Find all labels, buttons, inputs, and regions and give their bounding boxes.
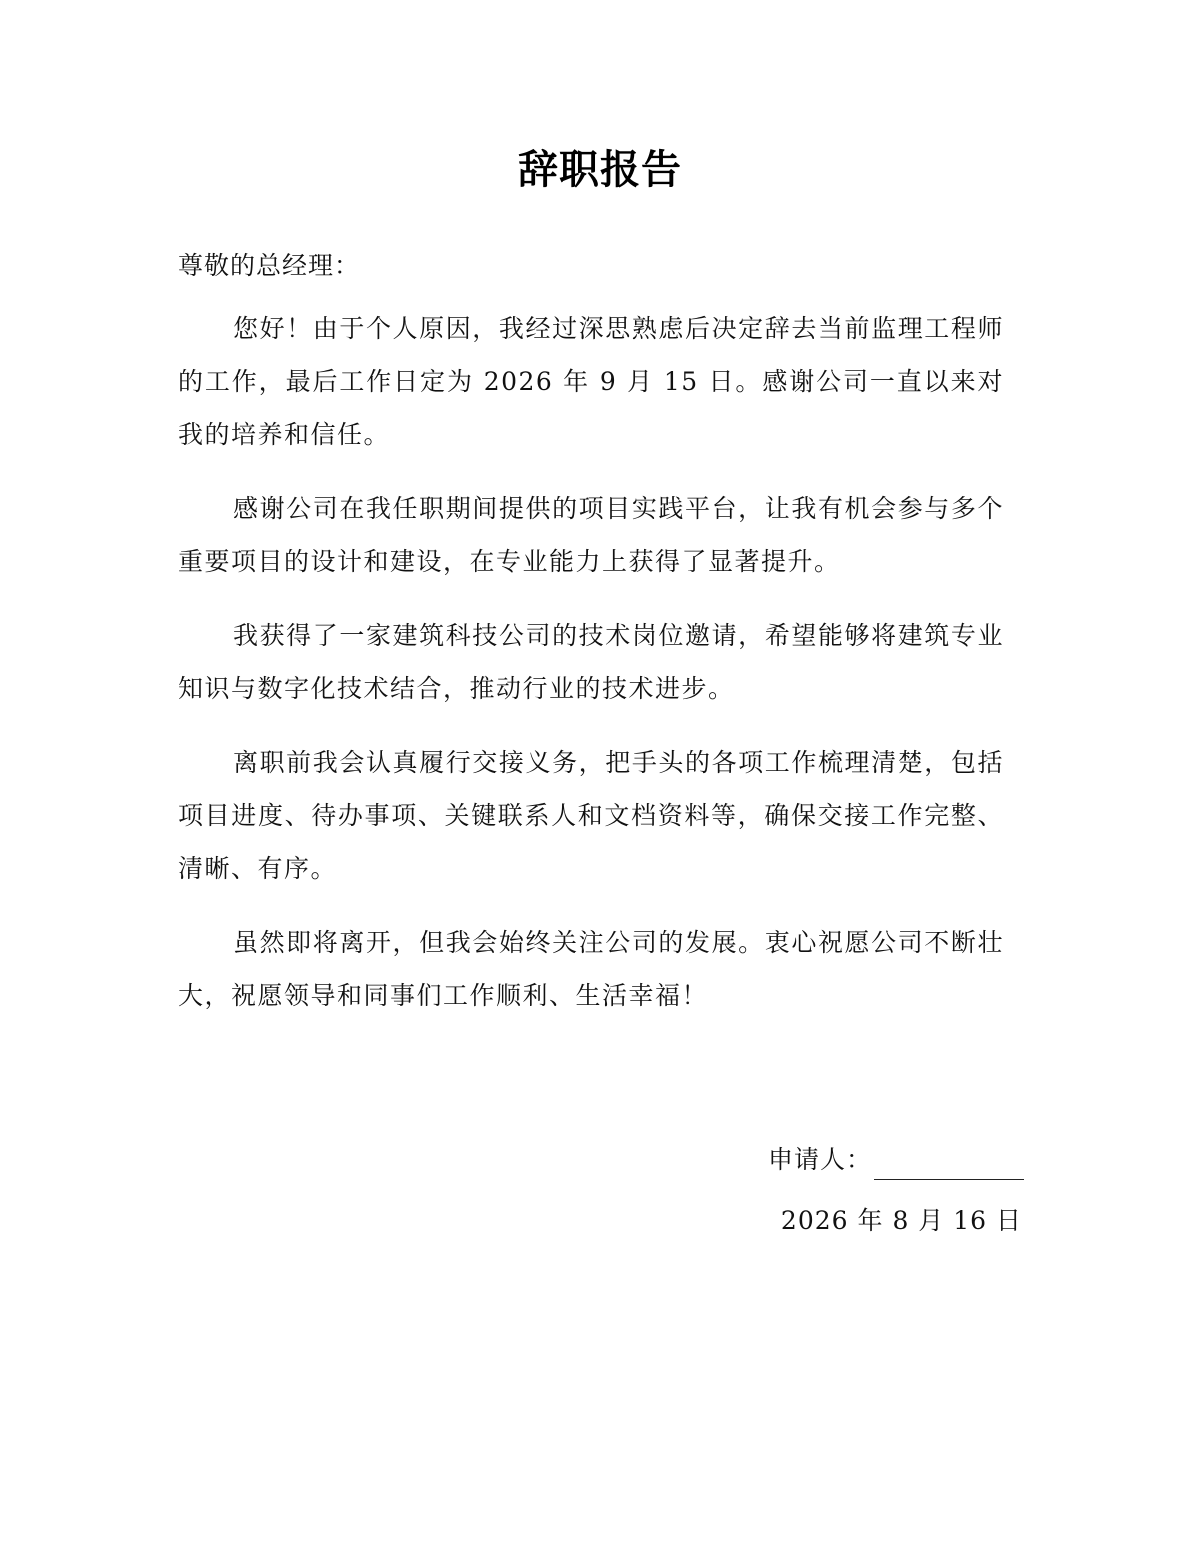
document-title: 辞职报告 [518, 147, 682, 193]
salutation: 尊敬的总经理： [178, 251, 361, 280]
signature-blank-line [874, 1149, 1024, 1180]
paragraph-new-opportunity: 我获得了一家建筑科技公司的技术岗位邀请，希望能够将建筑专业知识与数字化技术结合，推动行业的技术进步。 [178, 621, 1004, 703]
signature-block [768, 1140, 1024, 1180]
signature-label: 申请人： [767, 1145, 872, 1174]
paragraph-wishes: 虽然即将离开，但我会始终关注公司的发展。衷心祝愿公司不断壮大，祝愿领导和同事们工作顺利、生活幸福！ [178, 928, 1004, 1010]
letter-body [178, 302, 1004, 1043]
paragraph-reason: 您好！由于个人原因，我经过深思熟虑后决定辞去当前监理工程师的工作，最后工作日定为 2026 年 9 月 15 日。感谢公司一直以来对我的培养和信任。 [178, 314, 1004, 449]
letter-date: 2026 年 8 月 16 日 [780, 1206, 1022, 1235]
paragraph-handover: 离职前我会认真履行交接义务，把手头的各项工作梳理清楚，包括项目进度、待办事项、关键联系人和文档资料等，确保交接工作完整、清晰、有序。 [178, 748, 1004, 883]
paragraph-thanks: 感谢公司在我任职期间提供的项目实践平台，让我有机会参与多个重要项目的设计和建设，在专业能力上获得了显著提升。 [178, 494, 1004, 576]
